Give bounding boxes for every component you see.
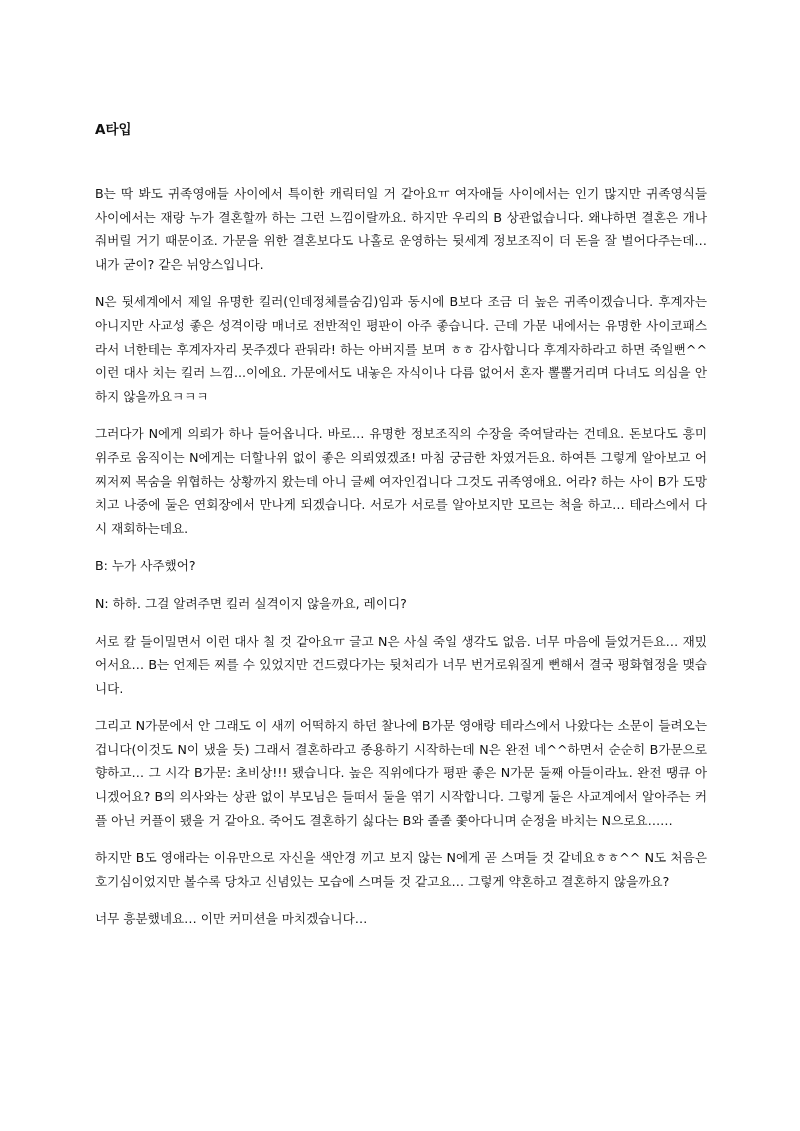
paragraph: N은 뒷세계에서 제일 유명한 킬러(인데정체를숨김)임과 동시에 B보다 조금 더 높은 귀족이겠습니다. 후계자는 아니지만 사교성 좋은 성격이랑 매너로 전반적인 평판이 아주 좋습니다. 근데 가문 내에서는 유명한 사이코패스라서 너한테는 후계자자리 못주겠다 관둬라! 하는 아버지를 보며 ㅎㅎ 감사합니다 후계자하라고 하면 죽일뻔^^ 이런 대사 치는 킬러 느낌...이에요. 가문에서도 내놓은 자식이나 다름 없어서 혼자 뽈뽈거리며 다녀도 의심을 안 하지 않을까요ㅋㅋㅋ xyxy=(95,294,707,404)
document-heading: A타입 xyxy=(95,122,132,138)
document-body xyxy=(95,182,707,945)
dialogue-line-b: B: 누가 사주했어? xyxy=(95,558,196,574)
paragraph: B는 딱 봐도 귀족영애들 사이에서 특이한 캐릭터일 거 같아요ㅠ 여자애들 사이에서는 인기 많지만 귀족영식들 사이에서는 재랑 누가 결혼할까 하는 그런 느낌이랄까요. 하지만 우리의 B 상관없습니다. 왜냐하면 결혼은 개나 줘버릴 거기 때문이죠. 가문을 위한 결혼보다도 나홀로 운영하는 뒷세계 정보조직이 더 돈을 잘 벌어다주는데… 내가 굳이? 같은 뉘앙스입니다. xyxy=(95,186,707,272)
paragraph: 하지만 B도 영애라는 이유만으로 자신을 색안경 끼고 보지 않는 N에게 곧 스며들 것 같네요ㅎㅎ^^ N도 처음은 호기심이었지만 볼수록 당차고 신념있는 모습에 스며들 것 같고요… 그렇게 약혼하고 결혼하지 않을까요? xyxy=(95,850,707,889)
paragraph: 서로 칼 들이밀면서 이런 대사 칠 것 같아요ㅠ 글고 N은 사실 죽일 생각도 없음. 너무 마음에 들었거든요… 재밌어서요… B는 언제든 찌를 수 있었지만 건드렸다가는 뒷처리가 너무 번거로워질게 뻔해서 결국 평화협정을 맺습니다. xyxy=(95,633,707,696)
paragraph: 그리고 N가문에서 안 그래도 이 새끼 어떡하지 하던 찰나에 B가문 영애랑 테라스에서 나왔다는 소문이 들려오는 겁니다(이것도 N이 냈을 듯) 그래서 결혼하라고 종용하기 시작하는데 N은 완전 네^^하면서 순순히 B가문으로 향하고… 그 시각 B가문: 초비상!!! 됐습니다. 높은 직위에다가 평판 좋은 N가문 둘째 아들이라뇨. 완전 땡큐 아니겠어요? B의 의사와는 상관 없이 부모님은 들떠서 둘을 엮기 시작합니다. 그렇게 둘은 사교계에서 알아주는 커플 아닌 커플이 됐을 거 같아요. 죽어도 결혼하기 싫다는 B와 졸졸 쫓아다니며 순정을 바치는 N으로요…… xyxy=(95,718,707,828)
closing-paragraph: 너무 흥분했네요… 이만 커미션을 마치겠습니다… xyxy=(95,911,368,927)
dialogue-line-n: N: 하하. 그걸 알려주면 킬러 실격이지 않을까요, 레이디? xyxy=(95,595,407,611)
paragraph: 그러다가 N에게 의뢰가 하나 들어옵니다. 바로… 유명한 정보조직의 수장을 죽여달라는 건데요. 돈보다도 흥미 위주로 움직이는 N에게는 더할나위 없이 좋은 의뢰였겠죠! 마침 궁금한 차였거든요. 하여튼 그렇게 알아보고 어찌저찌 목숨을 위협하는 상황까지 왔는데 아니 글쎄 여자인겁니다 그것도 귀족영애요. 어라? 하는 사이 B가 도망치고 나중에 둘은 연회장에서 만나게 되겠습니다. 서로가 서로를 알아보지만 모르는 척을 하고… 테라스에서 다시 재회하는데요. xyxy=(95,426,707,536)
